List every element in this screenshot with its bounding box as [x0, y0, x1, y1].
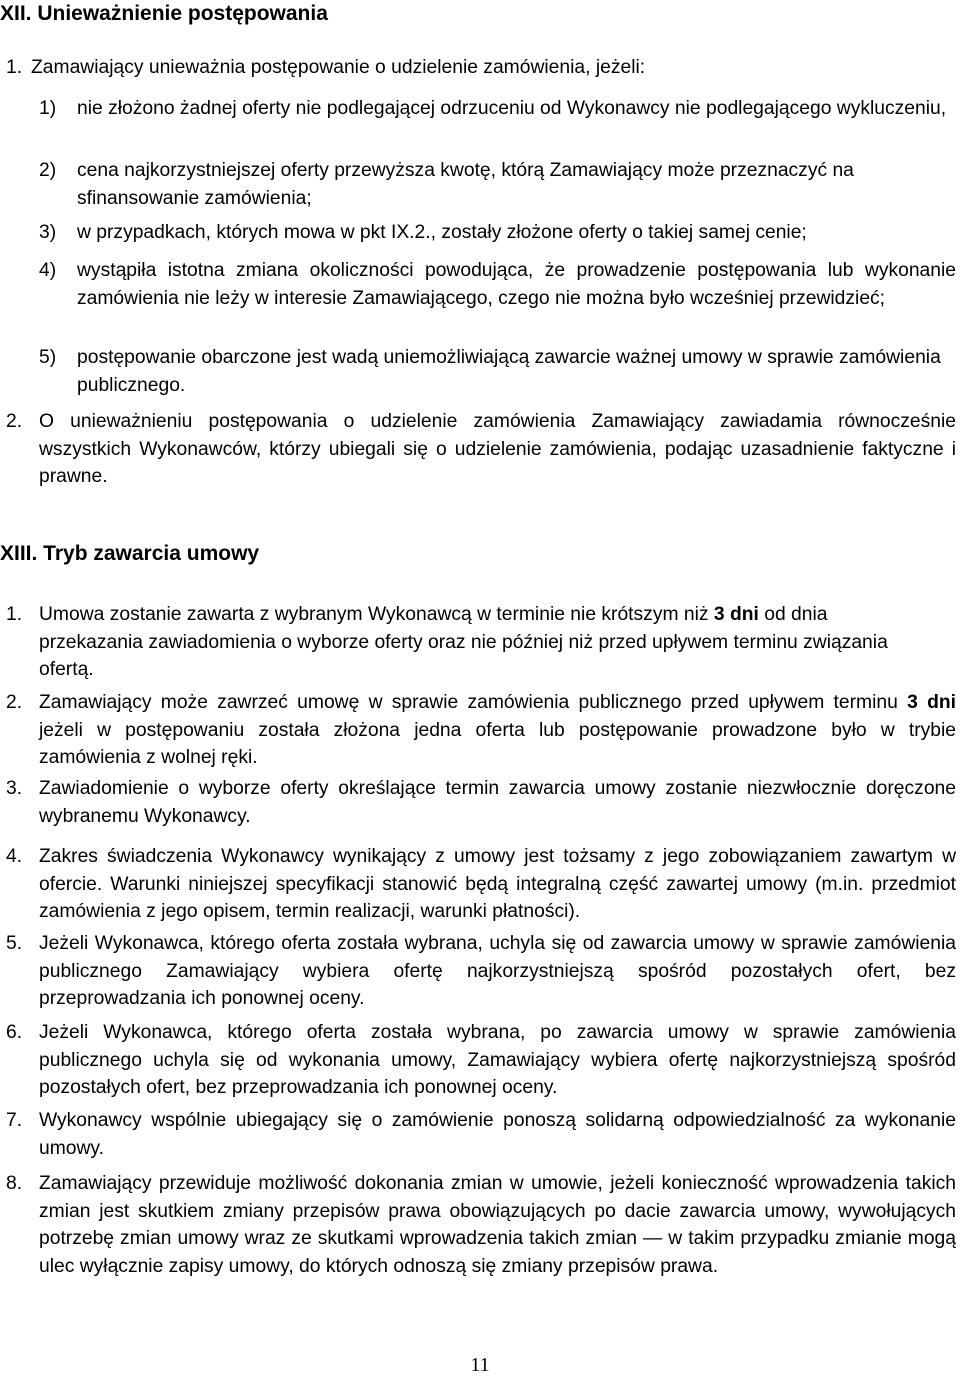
list-item-text: postępowanie obarczone jest wadą uniemożliwiającą zawarcie ważnej umowy w sprawie zamówienia publicznego. [77, 347, 941, 396]
list-item-number: 3) [39, 222, 57, 243]
section-title-xiii: XIII. Tryb zawarcia umowy [0, 542, 260, 565]
list-item-number: 5. [6, 933, 23, 954]
list-item-number: 1. [6, 604, 23, 625]
list-item-text: Jeżeli Wykonawca, którego oferta została wybrana, uchyla się od zawarcia umowy w sprawie zamówienia publicznego Zamawiający wybiera ofertę najkorzystniejszą spośród pozostałych ofert, bez przeprowadzania ich ponownej oceny. [39, 933, 956, 1009]
list-item-number: 8. [6, 1173, 23, 1194]
list-item-number: 6. [6, 1022, 23, 1043]
list-item-number: 2. [6, 692, 23, 713]
paragraph-text: O unieważnieniu postępowania o udzielenie zamówienia Zamawiający zawiadamia równocześnie wszystkich Wykonawców, którzy ubiegali się o udzielenie zamówienia, podając uzasadnienie faktyczne i prawne. [39, 411, 956, 487]
section-title-xii: XII. Unieważnienie postępowania [0, 2, 328, 25]
list-item-text: wystąpiła istotna zmiana okoliczności powodująca, że prowadzenie postępowania lub wykonanie zamówienia nie leży w interesie Zamawiającego, czego nie można było wcześniej przewidzieć; [77, 260, 956, 309]
text-segment: Zamawiający może zawrzeć umowę w sprawie zamówienia publicznego przed upływem terminu [39, 692, 908, 713]
deadline-emphasis: 3 dni [713, 604, 759, 625]
list-item-text: nie złożono żadnej oferty nie podlegającej odrzuceniu od Wykonawcy nie podlegającego wykluczeniu, [77, 98, 947, 119]
text-segment: od dnia przekazania zawiadomienia o wyborze oferty oraz nie później niż przed upływem terminu związania ofertą. [39, 604, 888, 680]
paragraph-text: Zamawiający unieważnia postępowanie o udzielenie zamówienia, jeżeli: [31, 57, 646, 78]
page-number: 11 [470, 1354, 490, 1376]
paragraph-number: 1. [6, 57, 23, 78]
list-item-number: 5) [39, 347, 57, 368]
list-item-number: 4. [6, 846, 23, 867]
list-item-text: w przypadkach, których mowa w pkt IX.2., zostały złożone oferty o takiej samej cenie; [77, 222, 807, 243]
list-item-text: Zawiadomienie o wyborze oferty określające termin zawarcia umowy zostanie niezwłocznie doręczone wybranemu Wykonawcy. [39, 778, 956, 827]
list-item-text: Wykonawcy wspólnie ubiegający się o zamówienie ponoszą solidarną odpowiedzialność za wykonanie umowy. [39, 1110, 956, 1159]
list-item-text [39, 689, 956, 772]
deadline-emphasis: 3 dni [907, 692, 957, 713]
text-segment: Umowa zostanie zawarta z wybranym Wykonawcą w terminie nie krótszym niż [39, 604, 714, 625]
list-item-text: Zamawiający przewiduje możliwość dokonania zmian w umowie, jeżeli konieczność wprowadzenia takich zmian jest skutkiem zmiany przepisów prawa obowiązujących po dacie zawarcia umowy, wywołujących potrzebę zmian umowy wraz ze skutkami wprowadzenia takich zmian — w takim przypadku zmianie mogą ulec wyłącznie zapisy umowy, do których odnoszą się zmiany przepisów prawa. [39, 1173, 956, 1277]
list-item-text: cena najkorzystniejszej oferty przewyższa kwotę, którą Zamawiający może przeznaczyć na sfinansowanie zamówienia; [77, 160, 854, 209]
list-item-number: 3. [6, 778, 23, 799]
list-item-number: 4) [39, 260, 57, 281]
list-item-number: 1) [39, 98, 57, 119]
list-item-number: 7. [6, 1110, 23, 1131]
list-item-text: Jeżeli Wykonawca, którego oferta została wybrana, po zawarcia umowy w sprawie zamówienia publicznego uchyla się od wykonania umowy, Zamawiający wybiera ofertę najkorzystniejszą spośród pozostałych ofert, bez przeprowadzania ich ponownej oceny. [39, 1022, 956, 1098]
list-item-number: 2) [39, 160, 57, 181]
list-item-text [39, 601, 889, 684]
text-segment: jeżeli w postępowaniu została złożona jedna oferta lub postępowanie prowadzone było w trybie zamówienia z wolnej ręki. [39, 719, 956, 768]
paragraph-number: 2. [6, 411, 23, 432]
list-item-text: Zakres świadczenia Wykonawcy wynikający z umowy jest tożsamy z jego zobowiązaniem zawartym w ofercie. Warunki niniejszej specyfikacji stanowić będą integralną część zawartej umowy (m.in. przedmiot zamówienia z jego opisem, termin realizacji, warunki płatności). [39, 846, 956, 922]
